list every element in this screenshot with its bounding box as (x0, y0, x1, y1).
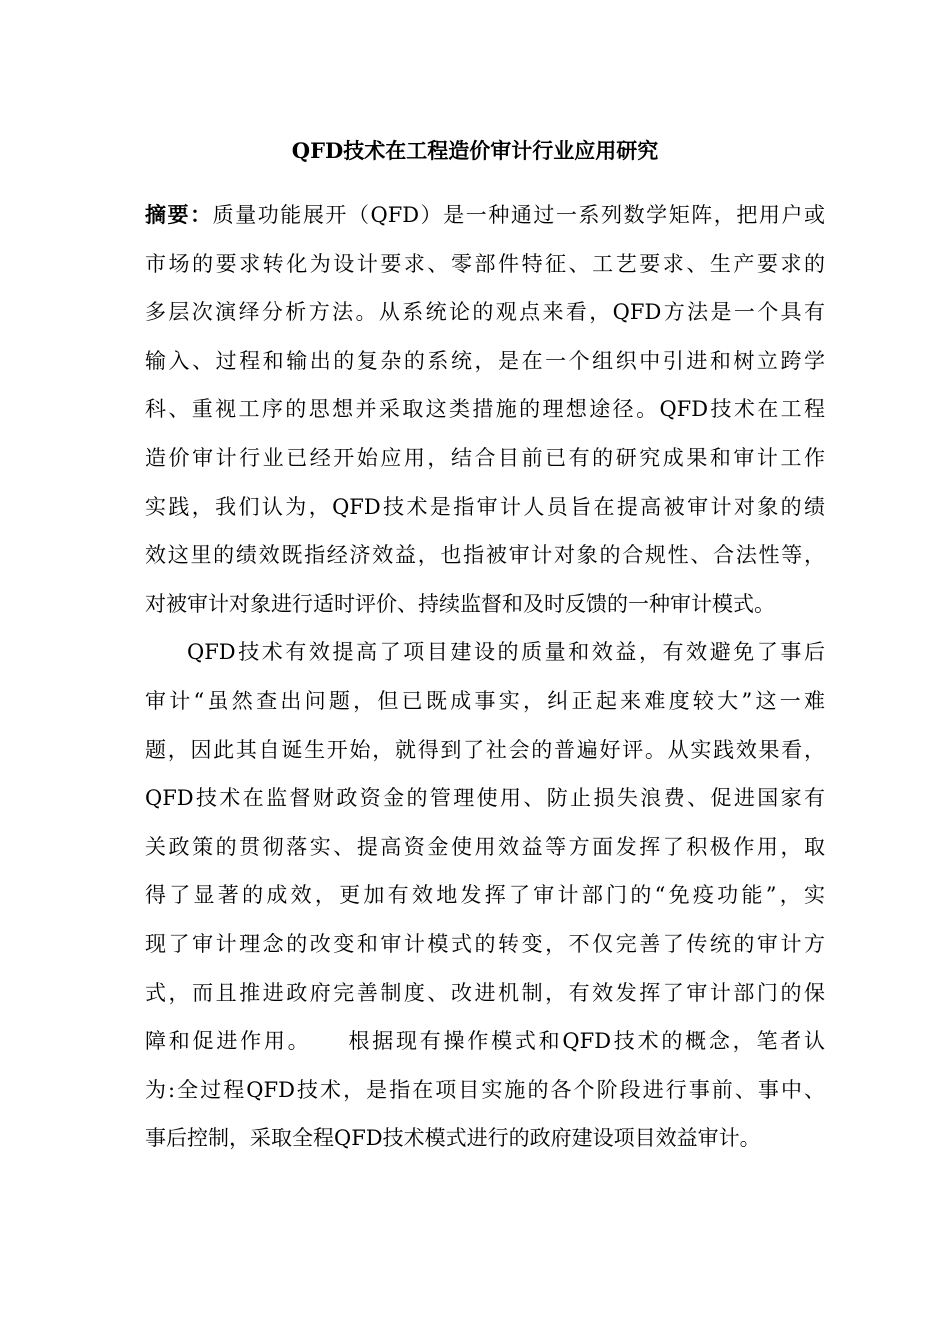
text-line: 效这里的绩效既指经济效益，也指被审计对象的合规性、合法性等， (145, 543, 825, 568)
text-line: 得了显著的成效，更加有效地发挥了审计部门的“免疫功能”，实 (145, 883, 825, 908)
text-line: 关政策的贯彻落实、提高资金使用效益等方面发挥了积极作用，取 (145, 834, 825, 859)
abstract-label: 摘要： (145, 202, 213, 227)
text-line: 科、重视工序的思想并采取这类措施的理想途径。QFD技术在工程 (145, 397, 825, 422)
text-line: 实践，我们认为，QFD技术是指审计人员旨在提高被审计对象的绩 (145, 494, 825, 519)
text-line: 障和促进作用。 根据现有操作模式和QFD技术的概念，笔者认 (145, 1029, 825, 1054)
text-line: 为:全过程QFD技术，是指在项目实施的各个阶段进行事前、事中、 (145, 1077, 825, 1102)
text-line-content: 质量功能展开（QFD）是一种通过一系列数学矩阵，把用户或 (212, 203, 826, 227)
text-line: 现了审计理念的改变和审计模式的转变，不仅完善了传统的审计方 (145, 931, 825, 956)
text-line: 市场的要求转化为设计要求、零部件特征、工艺要求、生产要求的 (145, 251, 825, 276)
text-line: QFD技术在监督财政资金的管理使用、防止损失浪费、促进国家有 (145, 786, 825, 811)
text-line: 题，因此其自诞生开始，就得到了社会的普遍好评。从实践效果看， (145, 737, 825, 762)
text-line: 多层次演绎分析方法。从系统论的观点来看，QFD方法是一个具有 (145, 300, 825, 325)
text-line: 造价审计行业已经开始应用，结合目前已有的研究成果和审计工作 (145, 445, 825, 470)
text-line: 式，而且推进政府完善制度、改进机制，有效发挥了审计部门的保 (145, 980, 825, 1005)
text-line: 事后控制，采取全程QFD技术模式进行的政府建设项目效益审计。 (145, 1126, 761, 1151)
text-line: 审计“虽然查出问题，但已既成事实，纠正起来难度较大”这一难 (145, 688, 825, 713)
body-text (145, 197, 825, 1169)
text-line: 输入、过程和输出的复杂的系统，是在一个组织中引进和树立跨学 (145, 348, 825, 373)
text-line: QFD技术有效提高了项目建设的质量和效益，有效避免了事后 (187, 640, 825, 665)
text-line (145, 197, 825, 246)
text-line: 对被审计对象进行适时评价、持续监督和及时反馈的一种审计模式。 (145, 591, 775, 616)
document-title: QFD技术在工程造价审计行业应用研究 (291, 138, 659, 163)
